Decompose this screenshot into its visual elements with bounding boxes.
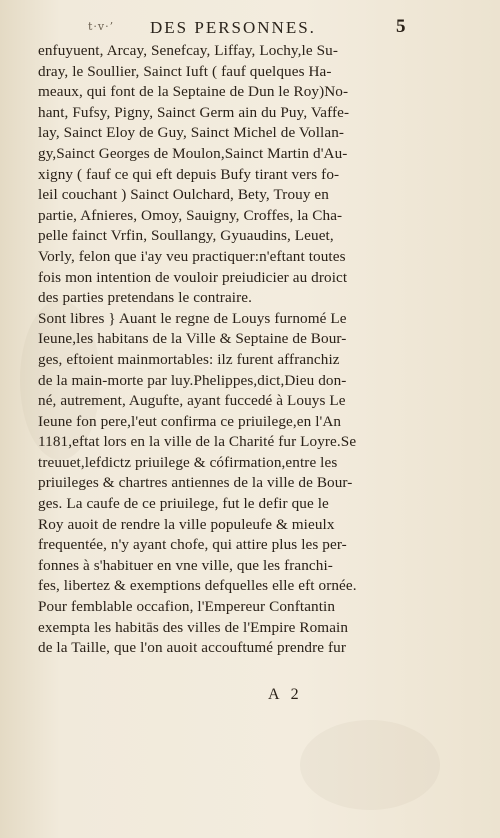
text-line: né, autrement, Augufte, ayant fuccedé à Louys Le	[38, 392, 346, 410]
text-line: ges. La caufe de ce priuilege, fut le defir que le	[38, 495, 329, 513]
text-line: Vorly, felon que i'ay veu practiquer:n'eftant toutes	[38, 247, 346, 265]
running-head: DES PERSONNES.	[150, 18, 316, 37]
text-line: meaux, qui font de la Septaine de Dun le Roy)No-	[38, 83, 349, 101]
text-line: leil couchant ) Sainct Oulchard, Bety, Trouy en	[38, 186, 329, 204]
text-line: pelle fainct Vrfin, Soullangy, Gyuaudins, Leuet,	[38, 227, 334, 245]
text-line: ges, eftoient mainmortables: ilz furent affranchiz	[38, 350, 340, 368]
text-line: frequentée, n'y ayant chofe, qui attire plus les per-	[38, 536, 347, 554]
text-line: dray, le Soullier, Sainct Iuft ( fauf quelques Ha-	[38, 62, 332, 80]
text-line: lay, Sainct Eloy de Guy, Sainct Michel de Vollan-	[38, 124, 345, 142]
text-line: exempta les habitās des villes de l'Empire Romain	[38, 618, 349, 636]
text-line: Roy auoit de rendre la ville populeufe & mieulx	[38, 515, 335, 533]
text-line: de la main-morte par luy.Phelippes,dict,Dieu don-	[38, 371, 347, 389]
text-line: Sont libres } Auant le regne de Louys furnomé Le	[38, 309, 347, 327]
text-line: priuileges & chartres antiennes de la ville de Bour-	[38, 474, 353, 492]
text-line: Ieune fon pere,l'eut confirma ce priuilege,en l'An	[38, 412, 342, 430]
page-number: 5	[396, 16, 406, 37]
text-line: hant, Fufsy, Pigny, Sainct Germ ain du Puy, Vaffe-	[38, 103, 350, 121]
text-line: treuuet,lefdictz priuilege & cófirmation,entre les	[38, 453, 338, 471]
text-line: fes, libertez & exemptions defquelles elle eft ornée.	[38, 577, 357, 595]
text-line: 1181,eftat lors en la ville de la Charité fur Loyre.Se	[38, 433, 357, 451]
text-line: fonnes à s'habituer en vne ville, que les franchi-	[38, 556, 333, 574]
text-line: fois mon intention de vouloir preiudicier au droict	[38, 268, 348, 286]
text-line: gy,Sainct Georges de Moulon,Sainct Martin d'Au-	[38, 144, 348, 162]
body-text	[38, 41, 468, 659]
signature-mark: A 2	[268, 686, 303, 703]
text-line: Ieune,les habitans de la Ville & Septaine de Bour-	[38, 330, 347, 348]
text-line: xigny ( fauf ce qui eft depuis Bufy tirant vers fo-	[38, 165, 340, 183]
text-line: des parties pretendans le contraire.	[38, 289, 253, 307]
paper-stain	[300, 720, 440, 810]
header-ornament: t·v·’	[88, 20, 115, 33]
text-line: enfuyuent, Arcay, Senefcay, Liffay, Lochy,le Su-	[38, 42, 338, 59]
text-line: partie, Afnieres, Omoy, Sauigny, Croffes, la Cha-	[38, 206, 343, 224]
text-line: de la Taille, que l'on auoit accouftumé prendre fur	[38, 639, 347, 657]
page-header	[0, 18, 500, 38]
text-line: Pour femblable occafion, l'Empereur Conftantin	[38, 598, 336, 616]
